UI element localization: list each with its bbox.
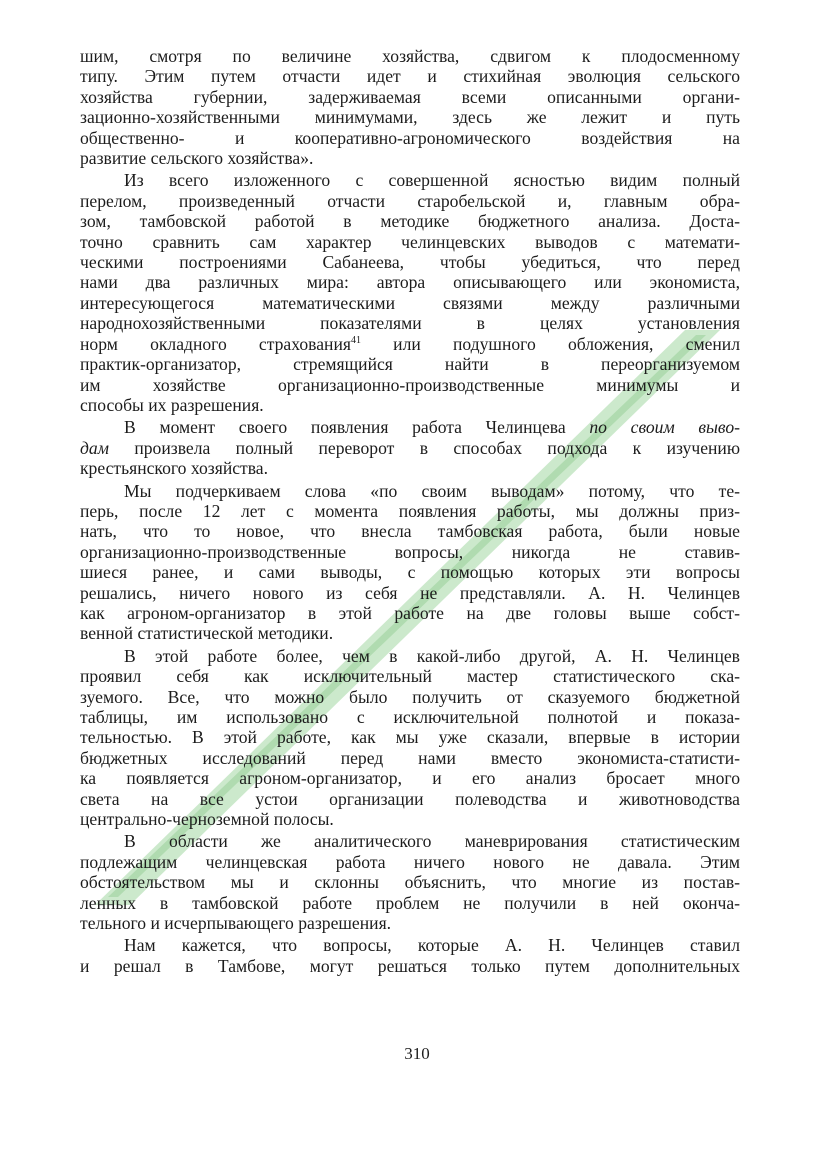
text-line: подлежащим челинцевская работа ничего нового не давала. Этим [80,851,740,872]
text-line: Нам кажется, что вопросы, которые А. Н. Челинцев ставил [124,935,740,956]
text-line: перелом, произведенный отчасти старобельской и, главным обра- [80,190,740,211]
text-line: Из всего изложенного с совершенной ясностью видим полный [124,170,740,191]
text-line: развитие сельского хозяйства». [80,148,314,169]
text-line: крестьянского хозяйства. [80,458,269,479]
text-line: организационно-производственные вопросы, никогда не ставив- [80,541,740,562]
text-line: Мы подчеркиваем слова «по своим выводам» потому, что те- [124,480,740,501]
emphasis-text: дам [80,437,109,458]
text-line: нами два различных мира: автора описывающего или экономиста, [80,272,740,293]
text-line: им хозяйстве организационно-производственные минимумы и [80,374,740,395]
paragraph-6 [80,831,740,933]
text-line: шим, смотря по величине хозяйства, сдвигом к плодосменному [80,46,740,66]
paragraph-5 [80,646,740,830]
text-segment: В момент своего появления работа Челинцева [124,417,590,438]
text-line [80,438,740,458]
text-line: обстоятельством мы и склонны объяснить, что многие из постав- [80,872,740,893]
text-line: зационно-хозяйственными минимумами, здесь же лежит и путь [80,107,740,128]
emphasis-text: по своим выво- [589,417,740,438]
text-segment: произвела полный переворот в способах подхода к изучению [108,437,740,458]
paragraph-4 [80,481,740,644]
paragraph-2 [80,170,740,415]
text-line [80,417,740,437]
text-line: света на все устои организации полеводства и животноводства [80,788,740,809]
text-line-with-footnote [80,334,740,354]
text-line: нать, что то новое, что внесла тамбовская работа, были новые [80,521,740,542]
page-body [80,46,740,976]
text-line: способы их разрешения. [80,394,264,415]
text-line: центрально-черноземной полосы. [80,809,334,830]
text-line: ленных в тамбовской работе проблем не получили в ней оконча- [80,892,740,913]
text-line: проявил себя как исключительный мастер статистического ска- [80,666,740,687]
text-line: венной статистической методики. [80,623,334,644]
text-line: решались, ничего нового из себя не представляли. А. Н. Челинцев [80,582,740,603]
text-line: как агроном-организатор в этой работе на две головы выше собст- [80,602,740,623]
text-line: точно сравнить сам характер челинцевских выводов с математи- [80,231,740,252]
text-line: практик-организатор, стремящийся найти в переорганизуемом [80,354,740,375]
text-line: типу. Этим путем отчасти идет и стихийная эволюция сельского [80,66,740,87]
paragraph-7 [80,935,740,976]
paragraph-1 [80,46,740,168]
text-line: таблицы, им использовано с исключительной полнотой и показа- [80,707,740,727]
text-line: хозяйства губернии, задерживаемая всеми описанными органи- [80,86,740,107]
text-line: бюджетных исследований перед нами вместо экономиста-статисти- [80,747,740,768]
footnote-marker[interactable]: 41 [350,334,361,346]
text-line: шиеся ранее, и сами выводы, с помощью которых эти вопросы [80,562,740,583]
text-segment: или подушного обложения, сменил [360,333,740,354]
text-line: и решал в Тамбове, могут решаться только путем дополнительных [80,955,740,976]
text-line: зуемого. Все, что можно было получить от сказуемого бюджетной [80,686,740,707]
text-line: общественно- и кооперативно-агрономического воздействия на [80,127,740,148]
paragraph-3 [80,417,740,478]
text-line: тельностью. В этой работе, как мы уже сказали, впервые в истории [80,727,740,748]
text-segment: норм окладного страхования [80,333,351,354]
text-line: В области же аналитического маневрирования статистическим [124,831,740,852]
text-line: тельного и исчерпывающего разрешения. [80,913,392,934]
text-line: народнохозяйственными показателями в целях установления [80,313,740,334]
text-line: ческими построениями Сабанеева, чтобы убедиться, что перед [80,252,740,273]
text-line: перь, после 12 лет с момента появления работы, мы должны приз- [80,500,740,521]
text-line: ка появляется агроном-организатор, и его анализ бросает много [80,768,740,789]
text-line: зом, тамбовской работой в методике бюджетного анализа. Доста- [80,211,740,232]
text-line: В этой работе более, чем в какой-либо другой, А. Н. Челинцев [124,645,740,666]
text-line: интересующегося математическими связями между различными [80,292,740,313]
page-number: 310 [404,1044,430,1063]
